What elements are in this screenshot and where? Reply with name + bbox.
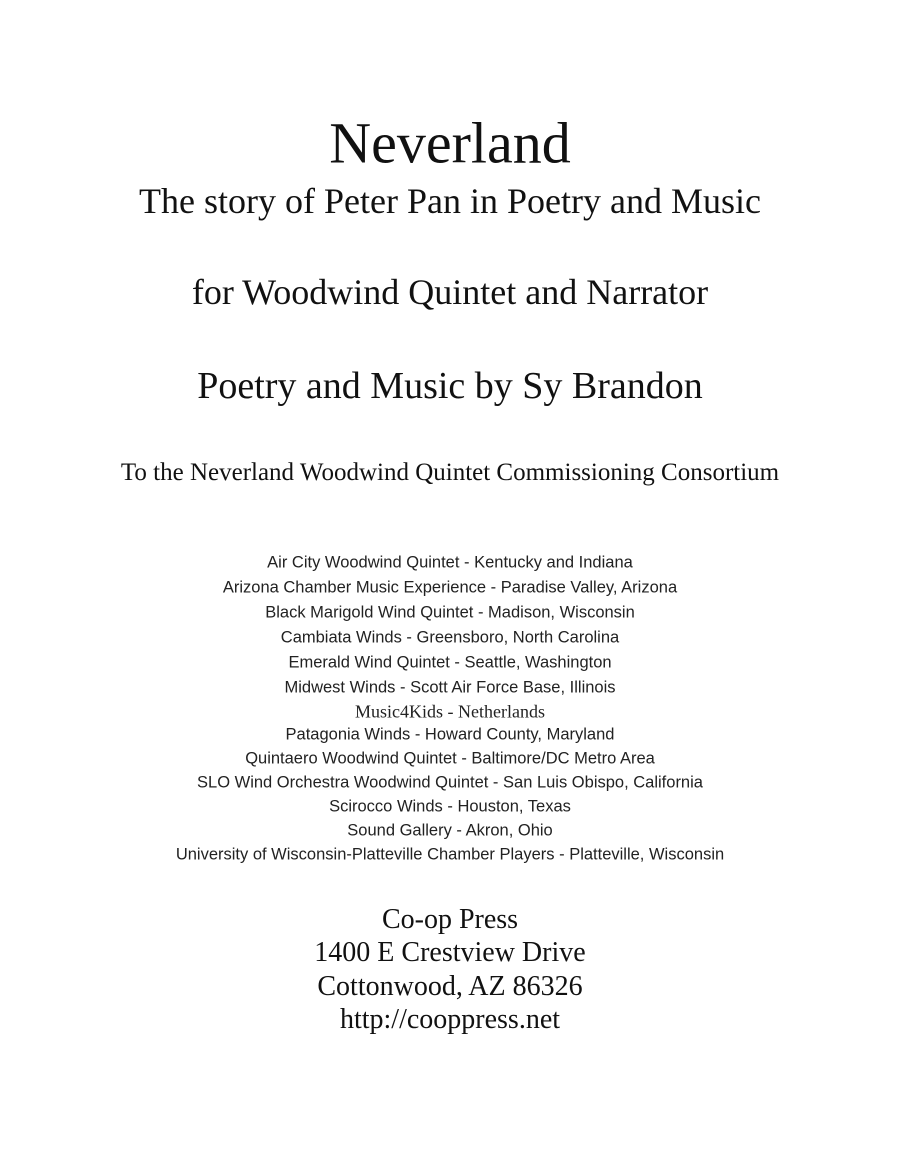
publisher-city: Cottonwood, AZ 86326 <box>317 971 583 1002</box>
list-item: Music4Kids - Netherlands <box>355 701 545 722</box>
publisher-street: 1400 E Crestview Drive <box>314 937 586 968</box>
list-item: Scirocco Winds - Houston, Texas <box>329 797 571 816</box>
list-item: Arizona Chamber Music Experience - Paradise Valley, Arizona <box>222 578 678 597</box>
subtitle: The story of Peter Pan in Poetry and Music <box>139 181 761 221</box>
publisher-name: Co-op Press <box>381 904 519 935</box>
list-item: Cambiata Winds - Greensboro, North Carolina <box>280 628 620 647</box>
page-title: Neverland <box>329 110 571 176</box>
list-item: Midwest Winds - Scott Air Force Base, Illinois <box>284 678 616 697</box>
list-item: SLO Wind Orchestra Woodwind Quintet - San Luis Obispo, California <box>197 773 703 792</box>
list-item: Quintaero Woodwind Quintet - Baltimore/DC Metro Area <box>245 749 655 768</box>
publisher-url[interactable]: http://cooppress.net <box>339 1004 561 1035</box>
dedication: To the Neverland Woodwind Quintet Commissioning Consortium <box>120 459 780 486</box>
list-item: Emerald Wind Quintet - Seattle, Washington <box>288 653 612 672</box>
list-item: Black Marigold Wind Quintet - Madison, Wisconsin <box>265 603 635 622</box>
credit: Poetry and Music by Sy Brandon <box>197 365 703 407</box>
instrumentation: for Woodwind Quintet and Narrator <box>191 272 709 312</box>
list-item: University of Wisconsin-Platteville Chamber Players - Platteville, Wisconsin <box>175 845 725 864</box>
list-item: Patagonia Winds - Howard County, Maryland <box>285 725 615 744</box>
list-item: Sound Gallery - Akron, Ohio <box>347 821 553 840</box>
list-item: Air City Woodwind Quintet - Kentucky and Indiana <box>267 553 633 572</box>
